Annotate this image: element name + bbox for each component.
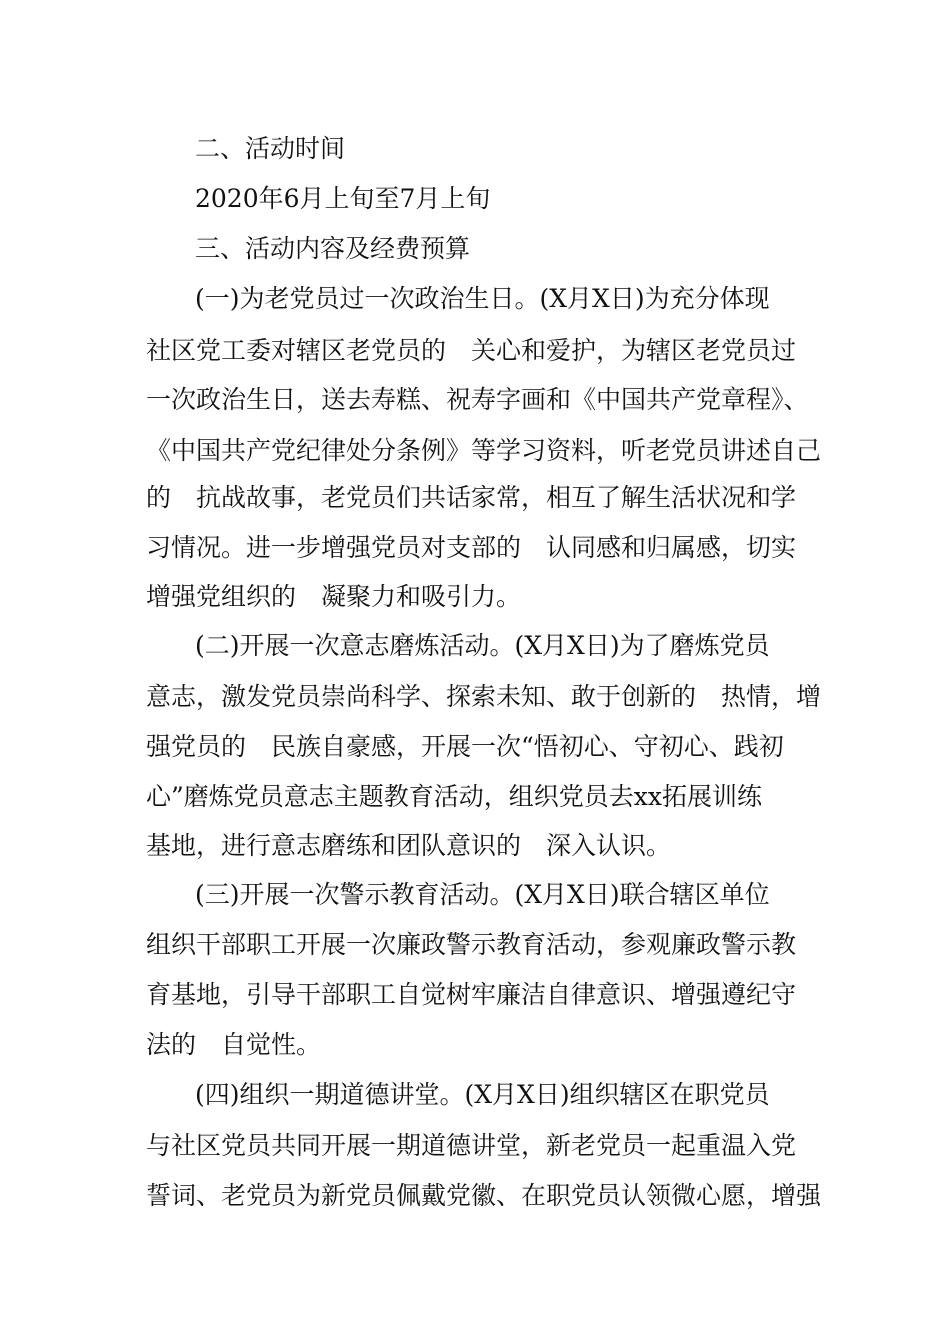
time-range-text: 2020年6月上旬至7月上旬 xyxy=(195,184,491,213)
paragraph-2-line: 强党员的 民族自豪感，开展一次“悟初心、守初心、践初 xyxy=(146,732,784,761)
section-heading-content: 三、活动内容及经费预算 xyxy=(195,234,471,263)
paragraph-1-line: 一次政治生日，送去寿糕、祝寿字画和《中国共产党章程》、 xyxy=(146,385,809,414)
section-heading-time: 二、活动时间 xyxy=(195,134,346,163)
paragraph-1-line: 的 抗战故事，老党员们共话家常，相互了解生活状况和学 xyxy=(146,483,797,512)
paragraph-4-line: (四)组织一期道德讲堂。(X月X日)组织辖区在职党员 xyxy=(195,1080,770,1109)
paragraph-4-line: 誓词、老党员为新党员佩戴党徽、在职党员认领微心愿，增强 xyxy=(146,1181,822,1210)
paragraph-2-line: 意志，激发党员崇尚科学、探索未知、敢于创新的 热情，增 xyxy=(146,682,822,711)
paragraph-3-line: 组织干部职工开展一次廉政警示教育活动，参观廉政警示教 xyxy=(146,930,797,959)
paragraph-2-line: 心”磨炼党员意志主题教育活动，组织党员去xx拓展训练 xyxy=(146,782,762,811)
paragraph-1-line: 社区党工委对辖区老党员的 关心和爱护，为辖区老党员过 xyxy=(146,336,797,365)
paragraph-1-line: 增强党组织的 凝聚力和吸引力。 xyxy=(146,582,522,611)
paragraph-1-line: 《中国共产党纪律处分条例》等学习资料，听老党员讲述自己 xyxy=(146,436,822,465)
paragraph-1-line: 习情况。进一步增强党员对支部的 认同感和归属感，切实 xyxy=(146,533,797,562)
paragraph-3-line: 法的 自觉性。 xyxy=(146,1030,322,1059)
paragraph-2-line: (二)开展一次意志磨炼活动。(X月X日)为了磨炼党员 xyxy=(195,631,770,660)
paragraph-3-line: (三)开展一次警示教育活动。(X月X日)联合辖区单位 xyxy=(195,880,770,909)
paragraph-2-line: 基地，进行意志磨练和团队意识的 深入认识。 xyxy=(146,831,672,860)
paragraph-4-line: 与社区党员共同开展一期道德讲堂，新老党员一起重温入党 xyxy=(146,1131,797,1160)
paragraph-1-line: (一)为老党员过一次政治生日。(X月X日)为充分体现 xyxy=(195,284,770,313)
paragraph-3-line: 育基地，引导干部职工自觉树牢廉洁自律意识、增强遵纪守 xyxy=(146,980,797,1009)
